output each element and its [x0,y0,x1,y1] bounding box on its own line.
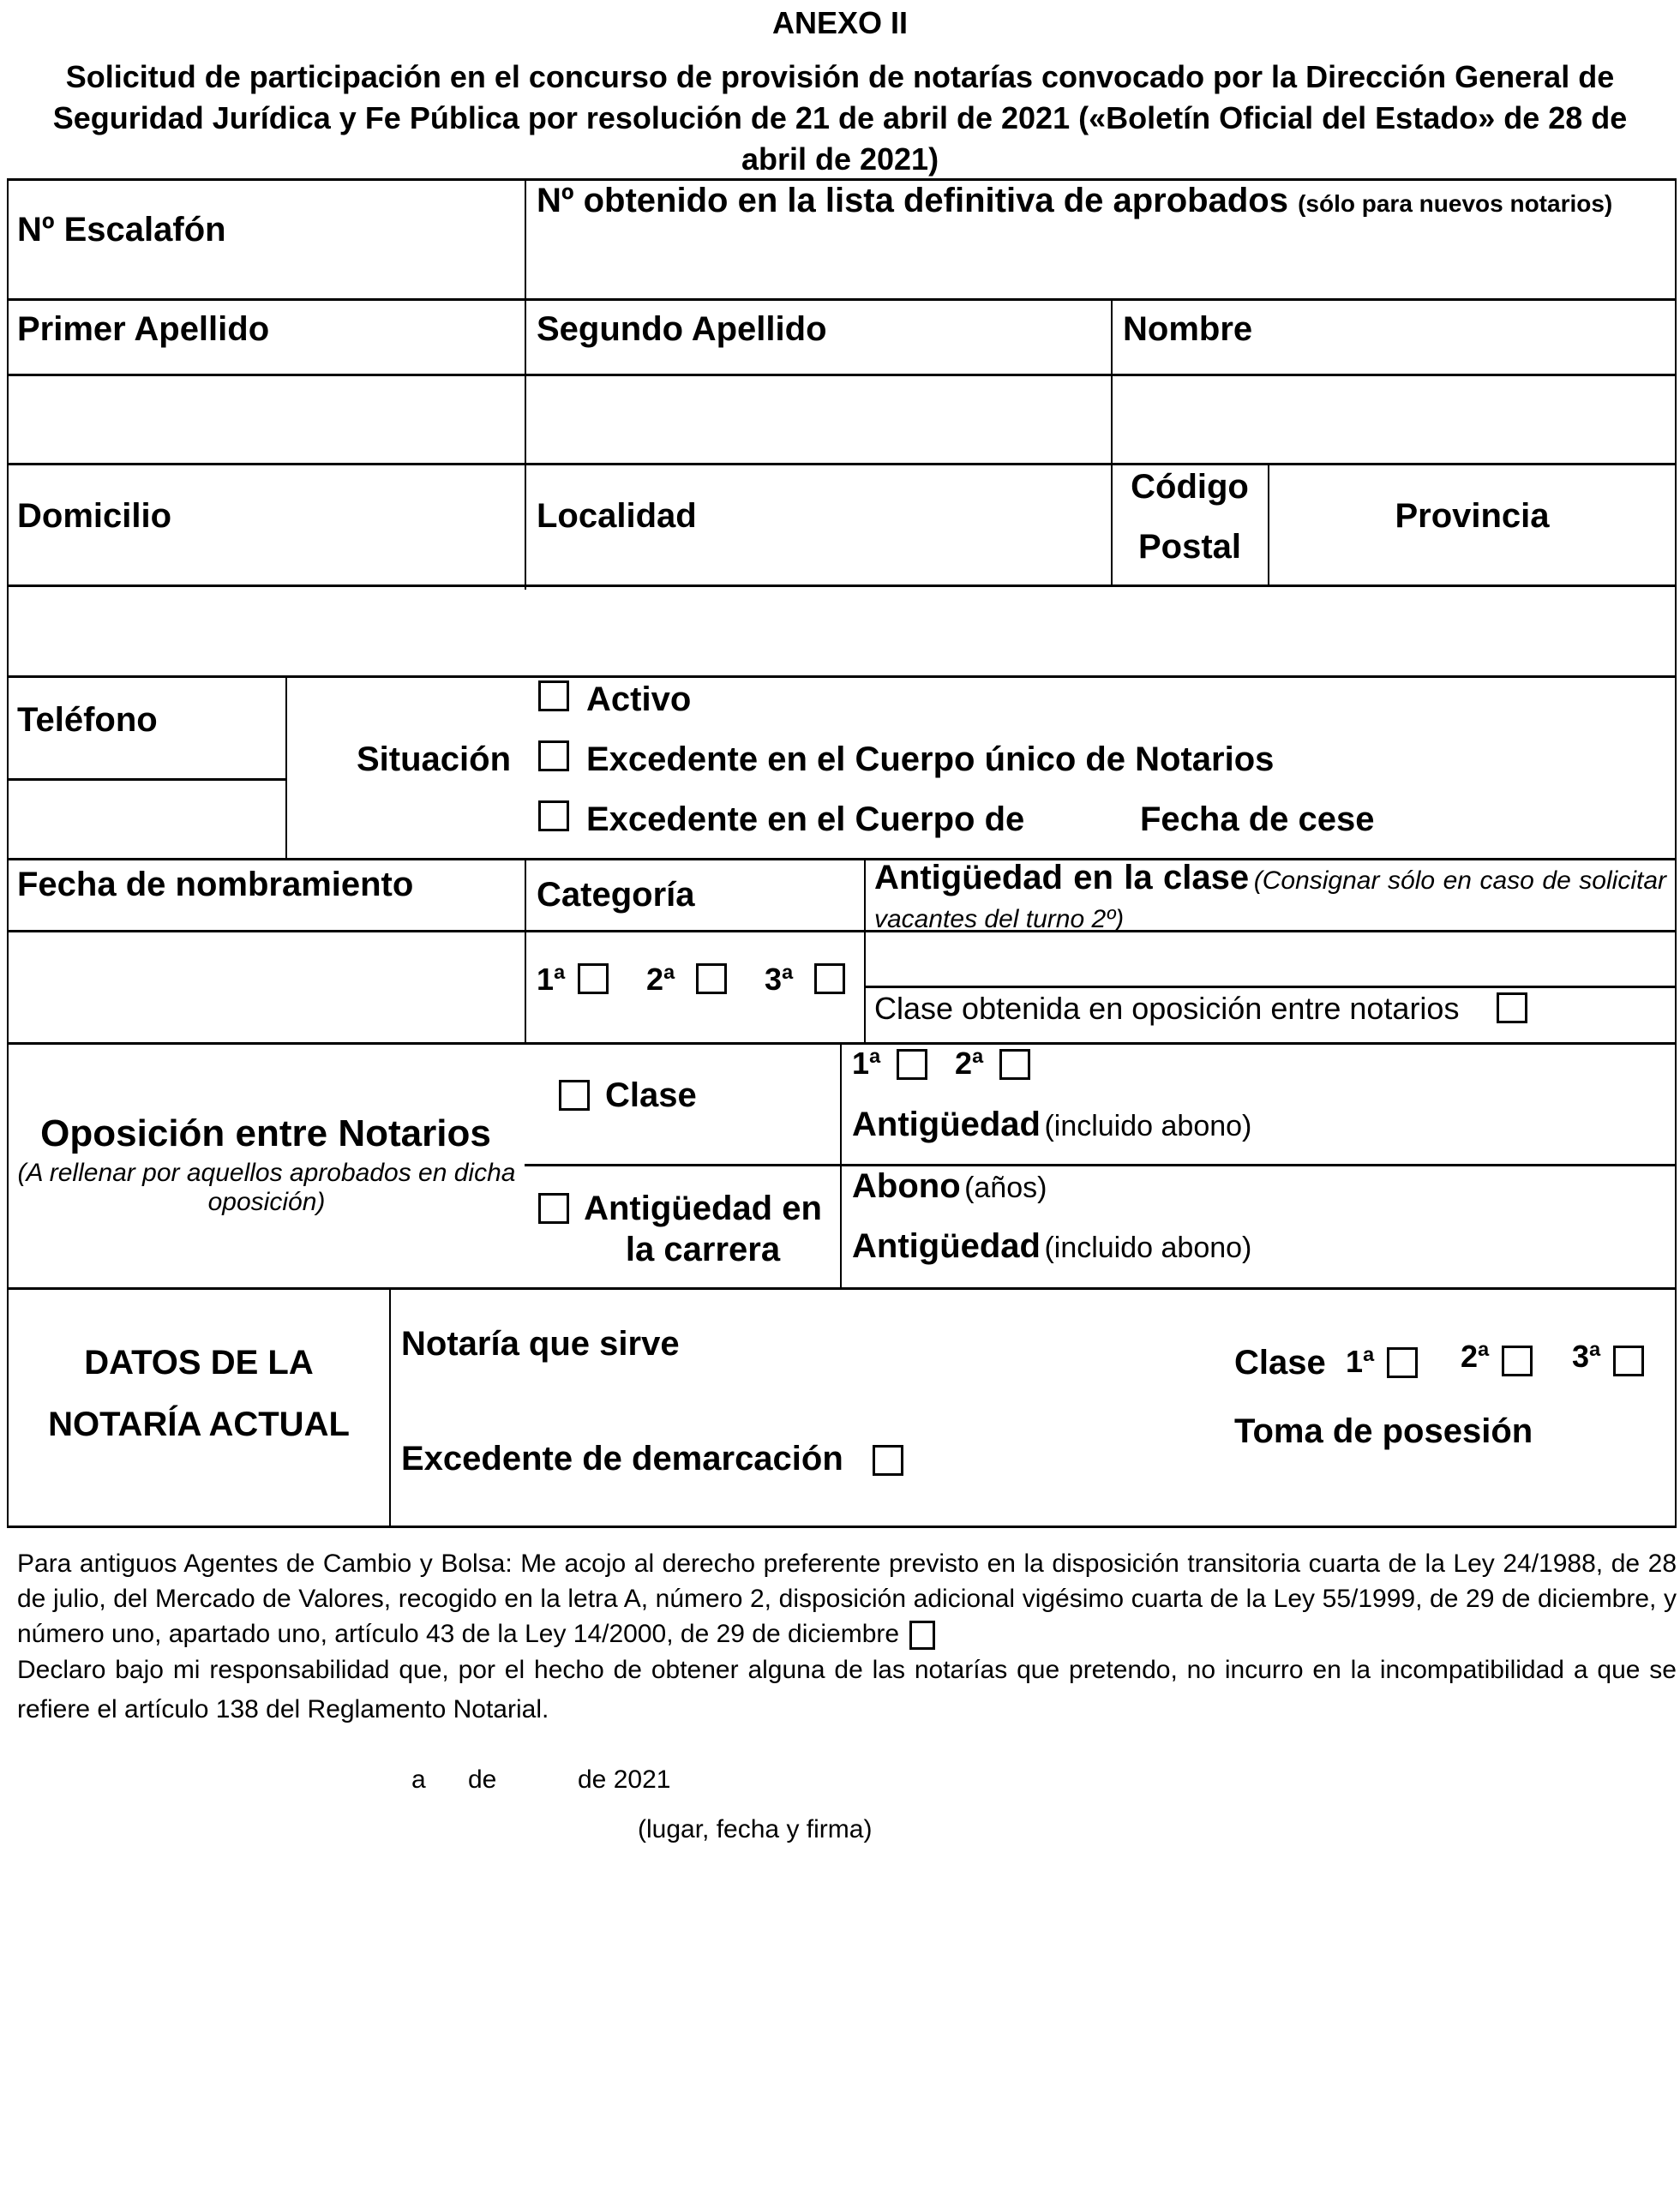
localidad-field[interactable] [528,588,1109,674]
codigo-postal-field[interactable] [1114,588,1266,674]
antiguedad-clase-label [874,860,1666,941]
lista-aprobados-label [537,182,1612,220]
op-antiguedad-carrera-line2: la carrera [625,1231,781,1268]
clase-obtenida-checkbox[interactable] [1497,992,1527,1023]
op-abono [852,1167,1047,1206]
clase-2-label: 2ª [1461,1339,1490,1374]
declaro-paragraph: Declaro bajo mi responsabilidad que, por el hecho de obtener alguna de las notarías que pretendo, no incurro en la incompatibilidad a que se refiere el artículo 138 del Reglamento Notarial. [17,1656,1677,1723]
primer-apellido-label: Primer Apellido [17,310,270,348]
clase-1-label: 1ª [1346,1344,1375,1379]
excedente-cuerpo-checkbox[interactable] [538,800,569,831]
abono-label: Abono [852,1167,961,1205]
op-clase-checkbox[interactable] [559,1080,590,1111]
antiguedad-label: Antigüedad [852,1227,1041,1265]
incluido-abono-note: (incluido abono) [1044,1110,1252,1142]
provincia-field[interactable] [1271,588,1673,674]
localidad-label: Localidad [537,497,697,535]
form-title: Solicitud de participación en el concurso de provisión de notarías convocado por la Dirección General de Seguridad Jurídica y Fe Pública por resolución de 21 de abril de 2021 («Boletín Oficial del Estado» de 28 de abril de 2021) [52,59,1628,177]
segundo-apellido-field[interactable] [528,377,1109,461]
nombre-label: Nombre [1123,310,1253,348]
op-clase-label: Clase [605,1076,697,1114]
date-de: de [468,1765,497,1794]
categoria-3-checkbox[interactable] [814,963,845,994]
categoria-label: Categoría [537,876,695,914]
provincia-label: Provincia [1395,497,1550,535]
telefono-field[interactable] [10,782,283,856]
antiguedad-clase-note: (Consignar sólo en caso de solicitar vacantes del turno 2º) [874,866,1666,933]
op-antiguedad-carrera-checkbox[interactable] [538,1193,569,1224]
activo-checkbox[interactable] [538,680,569,711]
annex-title: ANEXO II [771,5,909,40]
date-a: a [411,1765,426,1794]
excedente-demarcacion-label: Excedente de demarcación [401,1440,843,1478]
lista-aprobados-note: (sólo para nuevos notarios) [1298,190,1613,217]
op-clase-2-label: 2ª [955,1046,984,1081]
excedente-demarcacion-checkbox[interactable] [873,1445,903,1476]
toma-posesion-label: Toma de posesión [1234,1412,1533,1450]
domicilio-field[interactable] [10,588,523,674]
categoria-1-checkbox[interactable] [578,963,609,994]
antiguedad-clase-text: Antigüedad en la clase [874,859,1250,896]
clase-3-label: 3ª [1572,1339,1601,1374]
notaria-sirve-label: Notaría que sirve [401,1325,680,1363]
agentes-paragraph [17,1546,1677,1651]
fecha-cese-label: Fecha de cese [1140,800,1375,838]
nombre-field[interactable] [1114,377,1673,461]
situacion-label: Situación [357,740,512,778]
telefono-label: Teléfono [17,701,158,739]
agentes-text: Para antiguos Agentes de Cambio y Bolsa: Me acojo al derecho preferente previsto en la disposición transitoria cuarta de la Ley 24/1988, de 28 de julio, del Mercado de Valores, recogido en la letra A, número 2, disposición adicional vigésimo cuarta de la Ley 55/1999, de 29 de diciembre, y número uno, apartado uno, artículo 43 de la Ley 14/2000, de 29 de diciembre [17,1550,1677,1648]
op-antiguedad-2 [852,1227,1251,1266]
domicilio-label: Domicilio [17,497,172,535]
datos-notaria-line1: DATOS DE LA [84,1344,314,1382]
clase-obtenida-label: Clase obtenida en oposición entre notarios [874,991,1460,1026]
escalafon-label: Nº Escalafón [17,211,226,249]
op-antiguedad-carrera-line1: Antigüedad en [584,1190,822,1227]
fecha-nombramiento-field[interactable] [10,934,523,1040]
incluido-abono-note: (incluido abono) [1044,1232,1252,1264]
date-year: de 2021 [578,1765,671,1794]
agentes-checkbox[interactable] [909,1621,935,1650]
clase-1-checkbox[interactable] [1387,1347,1418,1378]
fecha-nombramiento-label: Fecha de nombramiento [17,866,414,903]
categoria-1-label: 1ª [537,962,566,997]
clase-label: Clase [1234,1344,1326,1382]
primer-apellido-field[interactable] [10,377,523,461]
signature-caption: (lugar, fecha y firma) [638,1815,873,1843]
codigo-label: Código [1131,468,1249,506]
categoria-2-checkbox[interactable] [696,963,727,994]
op-clase-1-checkbox[interactable] [897,1049,927,1080]
lista-aprobados-text: Nº obtenido en la lista definitiva de aprobados [537,182,1288,219]
clase-3-checkbox[interactable] [1613,1346,1644,1376]
anos-note: (años) [964,1172,1047,1204]
categoria-2-label: 2ª [646,962,675,997]
segundo-apellido-label: Segundo Apellido [537,310,827,348]
clase-2-checkbox[interactable] [1502,1346,1533,1376]
activo-label: Activo [586,680,692,718]
excedente-unico-label: Excedente en el Cuerpo único de Notarios [586,740,1275,778]
excedente-cuerpo-label: Excedente en el Cuerpo de [586,800,1025,838]
op-clase-2-checkbox[interactable] [999,1049,1030,1080]
op-antiguedad-carrera-label [569,1188,837,1270]
op-clase-1-label: 1ª [852,1046,881,1081]
postal-label: Postal [1137,528,1242,566]
excedente-unico-checkbox[interactable] [538,740,569,771]
antiguedad-clase-field[interactable] [867,934,1673,984]
oposicion-note: (A rellenar por aquellos aprobados en dicha oposición) [17,1159,516,1216]
oposicion-title: Oposición entre Notarios [40,1112,491,1154]
antiguedad-label: Antigüedad [852,1106,1041,1143]
op-antiguedad-1 [852,1106,1251,1144]
datos-notaria-line2: NOTARÍA ACTUAL [48,1406,350,1443]
categoria-3-label: 3ª [765,962,794,997]
